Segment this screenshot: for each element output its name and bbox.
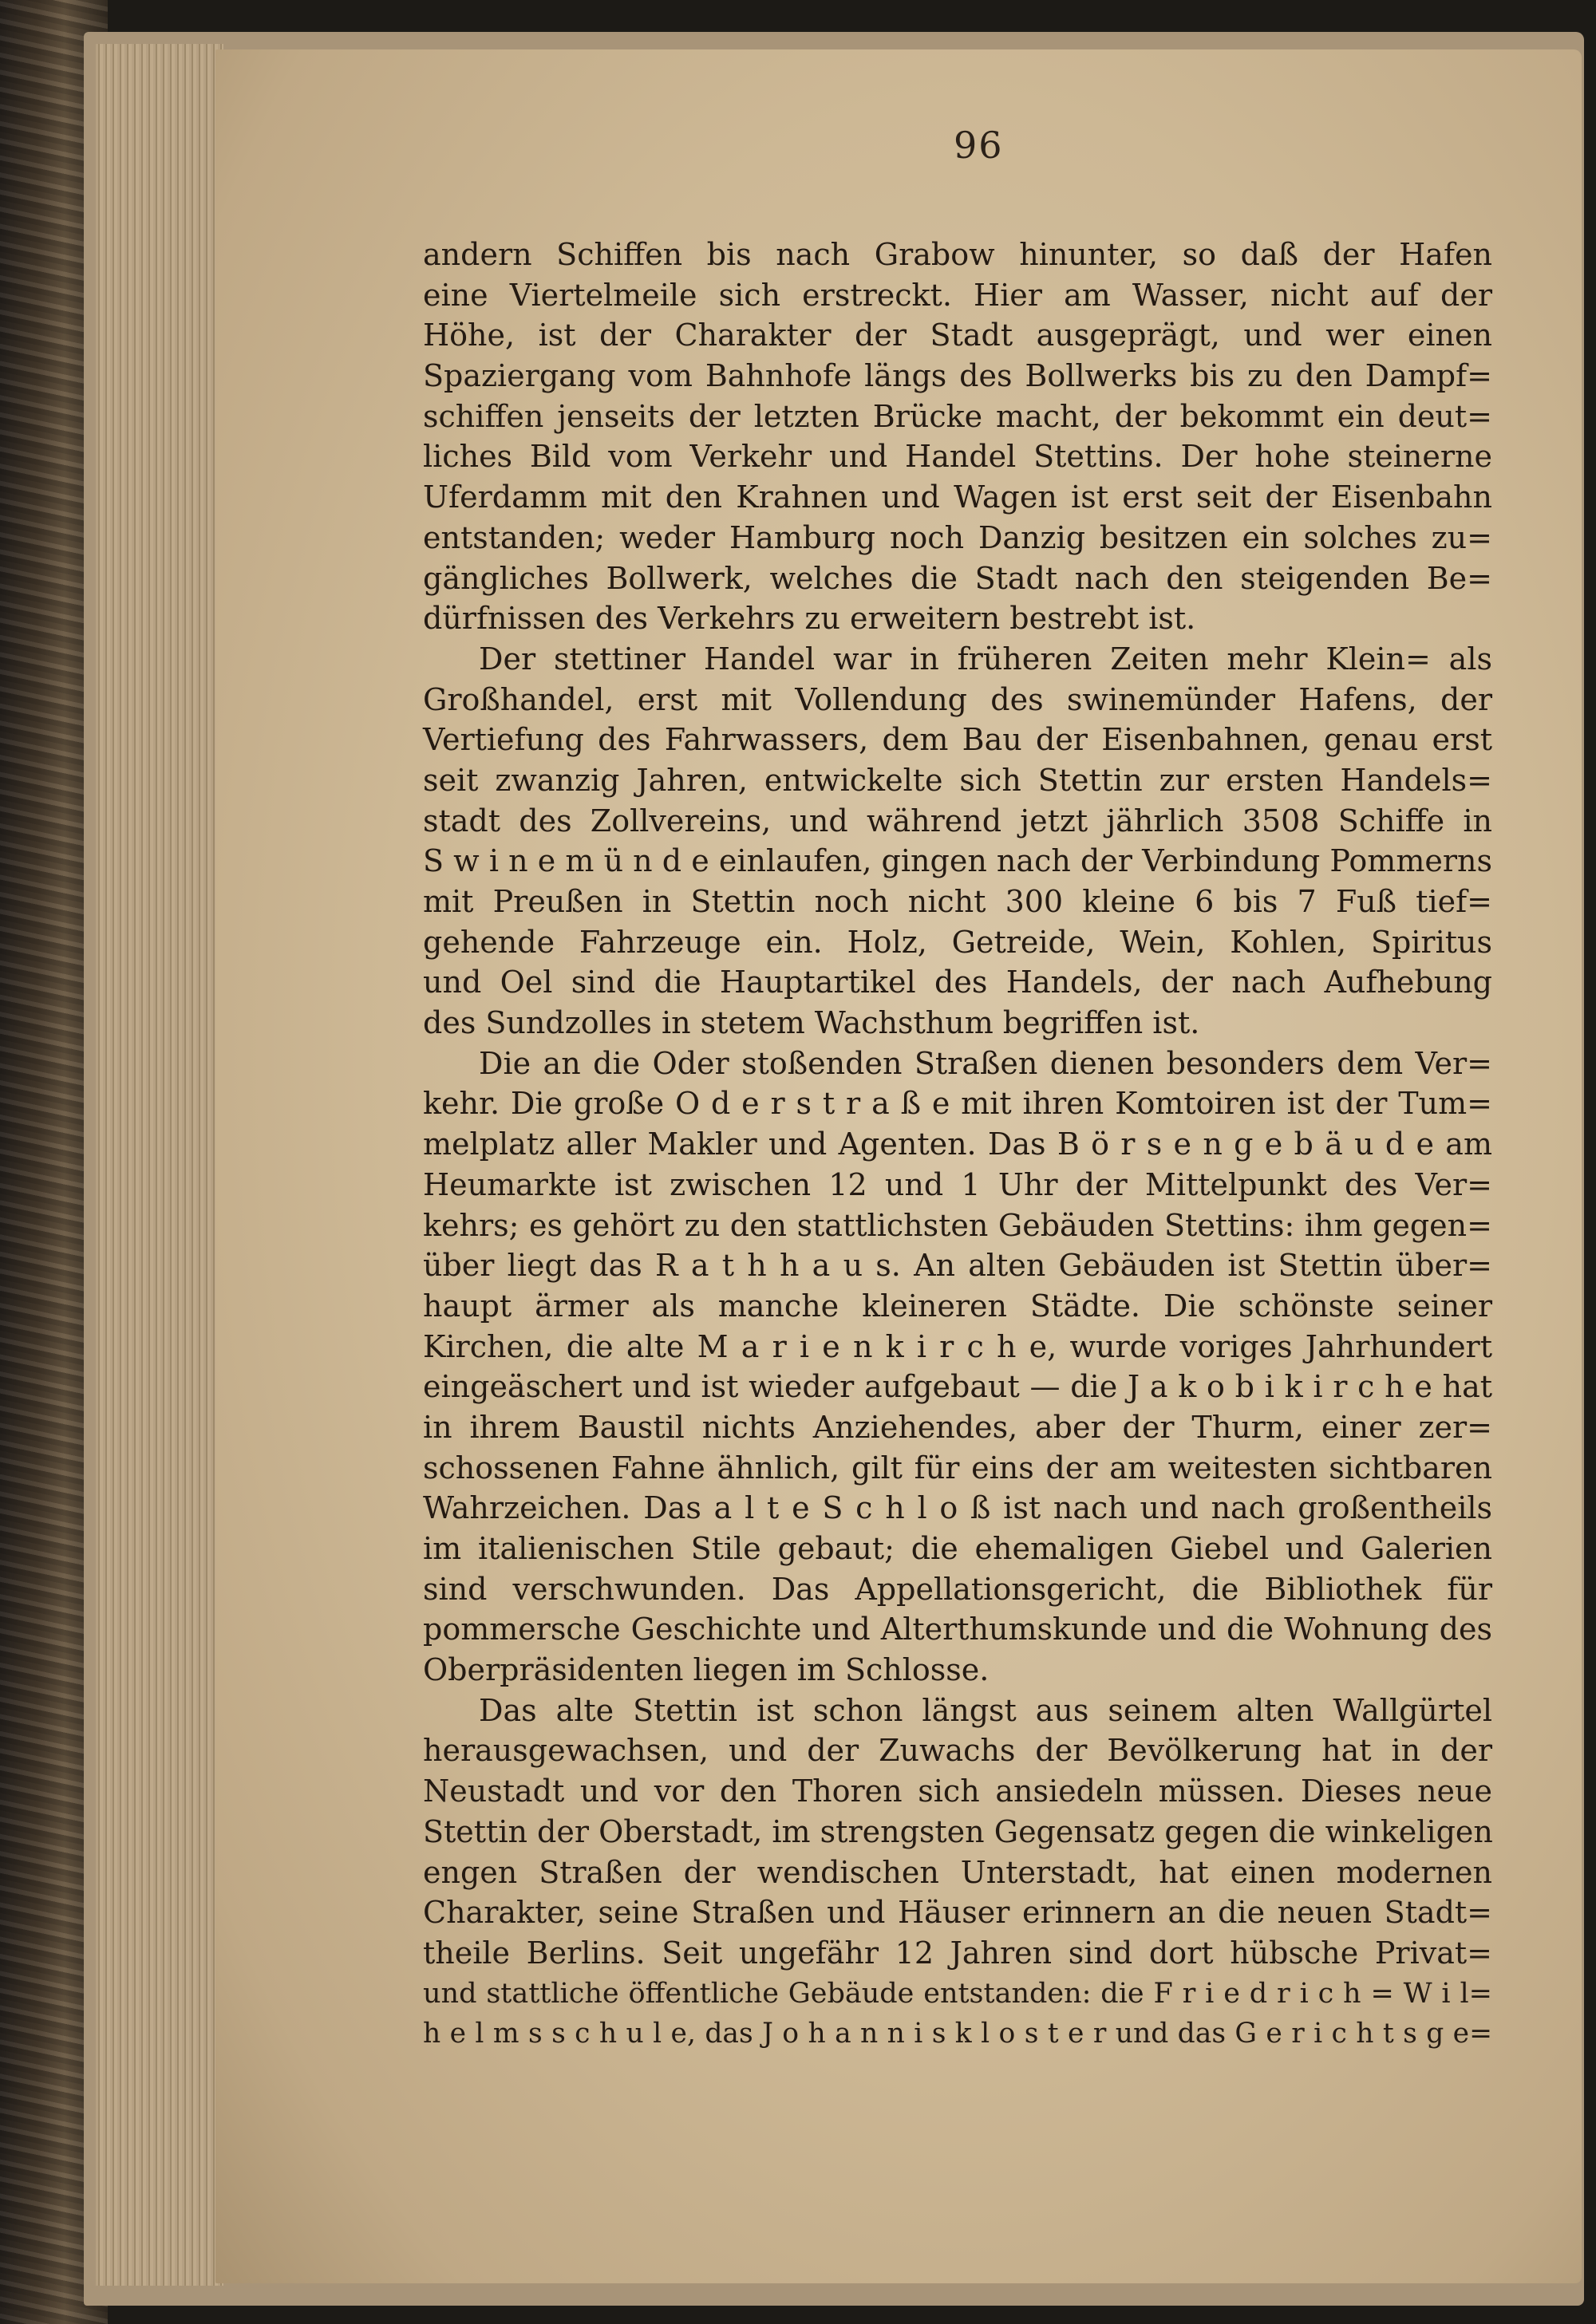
text-line: herausgewachsen, und der Zuwachs der Bevölkerung hat in der [423,1733,1492,1769]
text-line: eingeäschert und ist wieder aufgebaut — die J a k o b i k i r c h e hat [423,1369,1492,1405]
text-line: haupt ärmer als manche kleineren Städte. Die schönste seiner [423,1288,1492,1324]
text-line: seit zwanzig Jahren, entwickelte sich Stettin zur ersten Handels= [423,762,1492,798]
text-line: Der stettiner Handel war in früheren Zeiten mehr Klein= als [479,641,1492,677]
text-line: gehende Fahrzeuge ein. Holz, Getreide, Wein, Kohlen, Spiritus [423,924,1492,960]
text-line: Charakter, seine Straßen und Häuser erinnern an die neuen Stadt= [423,1895,1492,1931]
text-line: Neustadt und vor den Thoren sich ansiedeln müssen. Dieses neue [423,1774,1492,1809]
text-line: liches Bild vom Verkehr und Handel Stettins. Der hohe steinerne [423,439,1492,475]
text-line: theile Berlins. Seit ungefähr 12 Jahren sind dort hübsche Privat= [423,1935,1492,1971]
text-line: andern Schiffen bis nach Grabow hinunter, so daß der Hafen [423,237,1492,272]
text-line: des Sundzolles in stetem Wachsthum begriffen ist. [423,1005,1200,1041]
text-line: in ihrem Baustil nichts Anziehendes, aber der Thurm, einer zer= [423,1409,1492,1445]
text-line: sind verschwunden. Das Appellationsgericht, die Bibliothek für [423,1571,1492,1607]
text-line: Uferdamm mit den Krahnen und Wagen ist erst seit der Eisenbahn [423,479,1492,515]
text-line: h e l m s s c h u l e, das J o h a n n i s k l o s t e r und das G e r i c h t s g e= [423,2018,1492,2050]
text-line: schossenen Fahne ähnlich, gilt für eins der am weitesten sichtbaren [423,1450,1492,1486]
text-line: Kirchen, die alte M a r i e n k i r c h e, wurde voriges Jahrhundert [423,1328,1492,1364]
text-line: mit Preußen in Stettin noch nicht 300 kleine 6 bis 7 Fuß tief= [423,884,1492,919]
text-line: S w i n e m ü n d e einlaufen, gingen nach der Verbindung Pommerns [423,843,1492,879]
text-line: über liegt das R a t h h a u s. An alten Gebäuden ist Stettin über= [423,1248,1492,1284]
text-line: kehrs; es gehört zu den stattlichsten Gebäuden Stettins: ihm gegen= [423,1207,1492,1243]
text-line: dürfnissen des Verkehrs zu erweitern bestrebt ist. [423,601,1196,637]
text-line: kehr. Die große O d e r s t r a ß e mit ihren Komtoiren ist der Tum= [423,1086,1492,1122]
text-line: Oberpräsidenten liegen im Schlosse. [423,1652,990,1688]
text-line: im italienischen Stile gebaut; die ehemaligen Giebel und Galerien [423,1531,1492,1566]
page-edges [96,44,223,2286]
text-line: entstanden; weder Hamburg noch Danzig besitzen ein solches zu= [423,519,1492,555]
text-line: engen Straßen der wendischen Unterstadt, hat einen modernen [423,1854,1492,1890]
text-line: und Oel sind die Hauptartikel des Handels, der nach Aufhebung [423,965,1492,1000]
body-text [423,235,1492,2054]
text-line: Spaziergang vom Bahnhofe längs des Bollwerks bis zu den Dampf= [423,358,1492,394]
text-line: und stattliche öffentliche Gebäude entstanden: die F r i e d r i c h = W i l= [423,1977,1492,2010]
text-line: melplatz aller Makler und Agenten. Das B ö r s e n g e b ä u d e am [423,1126,1492,1162]
text-line: eine Viertelmeile sich erstreckt. Hier am Wasser, nicht auf der [423,277,1492,313]
text-line: Vertiefung des Fahrwassers, dem Bau der Eisenbahnen, genau erst [423,722,1492,758]
text-line: Höhe, ist der Charakter der Stadt ausgeprägt, und wer einen [423,318,1492,353]
text-line: gängliches Bollwerk, welches die Stadt nach den steigenden Be= [423,560,1492,596]
text-line: Die an die Oder stoßenden Straßen dienen besonders dem Ver= [479,1045,1492,1081]
text-line: pommersche Geschichte und Alterthumskunde und die Wohnung des [423,1612,1492,1647]
text-line: Großhandel, erst mit Vollendung des swinemünder Hafens, der [423,681,1492,717]
text-line: stadt des Zollvereins, und während jetzt jährlich 3508 Schiffe in [423,803,1492,838]
page-number: 96 [954,124,1004,167]
text-line: schiffen jenseits der letzten Brücke macht, der bekommt ein deut= [423,398,1492,434]
text-line: Wahrzeichen. Das a l t e S c h l o ß ist nach und nach großentheils [423,1490,1492,1526]
text-line: Heumarkte ist zwischen 12 und 1 Uhr der Mittelpunkt des Ver= [423,1166,1492,1202]
text-line: Das alte Stettin ist schon längst aus seinem alten Wallgürtel [479,1692,1492,1728]
text-line: Stettin der Oberstadt, im strengsten Gegensatz gegen die winkeligen [423,1813,1493,1849]
